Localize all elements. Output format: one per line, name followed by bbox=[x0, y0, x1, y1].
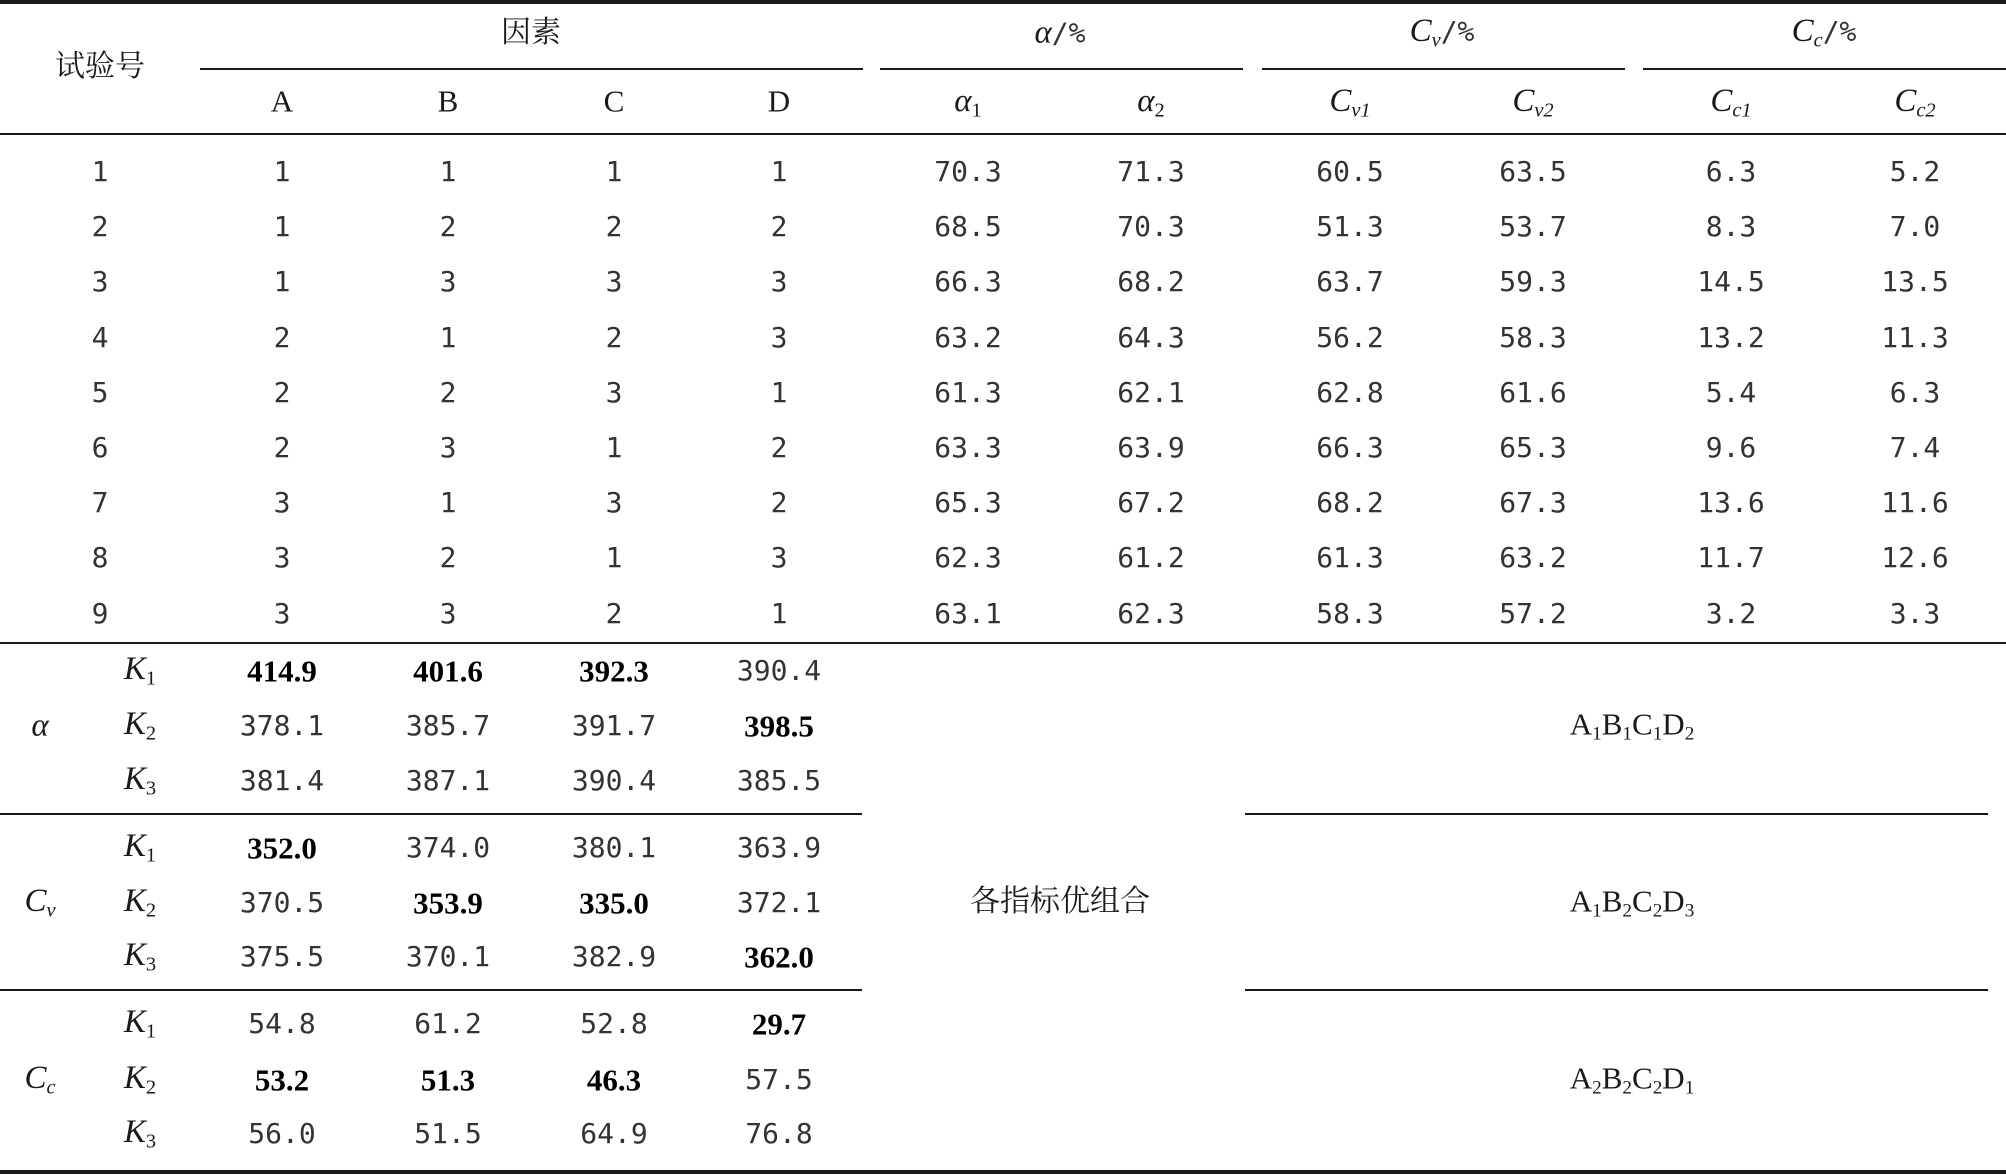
cv2-cell: 53.7 bbox=[1499, 210, 1567, 244]
cc2-cell: 3.3 bbox=[1889, 596, 1941, 630]
factor-b-cell: 3 bbox=[439, 431, 457, 464]
k-value-cell: 56.0 bbox=[248, 1117, 316, 1150]
cc1-cell: 5.4 bbox=[1705, 375, 1757, 409]
factor-c-cell: 1 bbox=[605, 155, 623, 188]
cv1-cell: 63.7 bbox=[1316, 265, 1384, 299]
cc1-cell: 3.2 bbox=[1705, 596, 1757, 630]
trial-no-cell: 2 bbox=[91, 210, 109, 244]
k-label: $K_3$ bbox=[123, 761, 157, 800]
cv2-cell: 57.2 bbox=[1499, 596, 1567, 630]
factors-header: 因素 bbox=[501, 15, 561, 50]
k-value-cell: 391.7 bbox=[571, 709, 657, 742]
k-value-cell: 375.5 bbox=[239, 940, 325, 973]
factor-c-cell: 2 bbox=[605, 320, 623, 354]
alpha1-cell: 63.2 bbox=[934, 320, 1002, 354]
factor-b-cell: 2 bbox=[439, 375, 457, 409]
cc1-cell: 13.6 bbox=[1697, 486, 1765, 520]
col-cc1-header: $C_{c1}$ bbox=[1710, 83, 1752, 122]
k-value-cell: 353.9 bbox=[413, 885, 483, 921]
k-label: $K_2$ bbox=[123, 1060, 157, 1099]
k-value-cell: 381.4 bbox=[239, 764, 325, 797]
alpha2-cell: 68.2 bbox=[1117, 265, 1185, 299]
k-value-cell: 370.5 bbox=[239, 886, 325, 919]
alpha2-cell: 71.3 bbox=[1117, 155, 1185, 188]
k-value-cell: 392.3 bbox=[579, 653, 649, 689]
k-value-cell: 57.5 bbox=[745, 1063, 813, 1096]
alpha2-cell: 62.3 bbox=[1117, 596, 1185, 630]
k-value-cell: 54.8 bbox=[248, 1007, 316, 1040]
factor-b-cell: 3 bbox=[439, 265, 457, 299]
k-value-cell: 53.2 bbox=[254, 1062, 310, 1098]
col-cv1-header: $C_{v1}$ bbox=[1329, 83, 1371, 122]
col-alpha1-header: $\alpha_1$ bbox=[954, 83, 982, 122]
alpha-optimal-combination: $A_1B_1C_1D_2$ bbox=[1569, 706, 1695, 745]
factor-a-cell: 3 bbox=[273, 596, 291, 630]
alpha-underline bbox=[880, 68, 1243, 70]
cv1-cell: 68.2 bbox=[1316, 486, 1384, 520]
trial-no-cell: 6 bbox=[91, 431, 109, 464]
alpha-unit: /% bbox=[1051, 16, 1086, 50]
factor-b-cell: 2 bbox=[439, 541, 457, 575]
factor-c-cell: 2 bbox=[605, 210, 623, 244]
cc-group-header bbox=[1792, 15, 1857, 51]
factor-a-cell: 3 bbox=[273, 486, 291, 520]
factor-d-cell: 3 bbox=[770, 320, 788, 354]
alpha-indicator-label: α bbox=[31, 707, 49, 744]
trial-no-cell: 4 bbox=[91, 320, 109, 354]
k-label: $K_1$ bbox=[123, 828, 157, 867]
k-value-cell: 390.4 bbox=[571, 764, 657, 797]
k-value-cell: 51.3 bbox=[420, 1062, 476, 1098]
col-cv2-header: $C_{v2}$ bbox=[1512, 83, 1554, 122]
factor-a-cell: 2 bbox=[273, 375, 291, 409]
factors-underline bbox=[200, 68, 863, 70]
cc-symbol: $C_c$ bbox=[1791, 13, 1823, 52]
cv1-cell: 56.2 bbox=[1316, 320, 1384, 354]
k-value-cell: 374.0 bbox=[405, 831, 491, 864]
factor-c-cell: 3 bbox=[605, 375, 623, 409]
cv-unit: /% bbox=[1440, 15, 1475, 49]
k-value-cell: 390.4 bbox=[736, 654, 822, 687]
factor-b-cell: 1 bbox=[439, 155, 457, 188]
k-value-cell: 29.7 bbox=[751, 1006, 807, 1042]
factor-a-cell: 1 bbox=[273, 155, 291, 188]
cv1-cell: 60.5 bbox=[1316, 155, 1384, 188]
optimal-combination-label: 各指标优组合 bbox=[970, 884, 1150, 919]
alpha2-cell: 70.3 bbox=[1117, 210, 1185, 244]
col-alpha2-header: $\alpha_2$ bbox=[1137, 83, 1165, 122]
cc-indicator-label: $C_c$ bbox=[24, 1060, 56, 1099]
alpha1-cell: 65.3 bbox=[934, 486, 1002, 520]
alpha1-cell: 62.3 bbox=[934, 541, 1002, 575]
k-value-cell: 372.1 bbox=[736, 886, 822, 919]
alpha-group-header bbox=[1034, 14, 1086, 51]
factor-a-header: A bbox=[270, 83, 294, 119]
cv-indicator-label: $C_v$ bbox=[24, 883, 56, 922]
alpha2-cell: 63.9 bbox=[1117, 431, 1185, 464]
k-value-cell: 363.9 bbox=[736, 831, 822, 864]
factor-b-cell: 3 bbox=[439, 596, 457, 630]
k-label: $K_3$ bbox=[123, 1114, 157, 1153]
factor-c-header: C bbox=[603, 83, 625, 119]
factor-d-cell: 2 bbox=[770, 431, 788, 464]
k-label: $K_2$ bbox=[123, 706, 157, 745]
cv-underline bbox=[1262, 68, 1625, 70]
factor-c-cell: 3 bbox=[605, 486, 623, 520]
cv1-cell: 51.3 bbox=[1316, 210, 1384, 244]
alpha-group-rule-left bbox=[0, 813, 862, 815]
factor-a-cell: 2 bbox=[273, 431, 291, 464]
col-cc2-header: $C_{c2}$ bbox=[1894, 83, 1936, 122]
k-value-cell: 52.8 bbox=[580, 1007, 648, 1040]
k-value-cell: 335.0 bbox=[579, 885, 649, 921]
k-label: $K_1$ bbox=[123, 651, 157, 690]
factor-d-cell: 1 bbox=[770, 375, 788, 409]
k-value-cell: 64.9 bbox=[580, 1117, 648, 1150]
cv1-cell: 58.3 bbox=[1316, 596, 1384, 630]
cv2-cell: 59.3 bbox=[1499, 265, 1567, 299]
alpha2-cell: 67.2 bbox=[1117, 486, 1185, 520]
factor-a-cell: 1 bbox=[273, 210, 291, 244]
cc2-cell: 12.6 bbox=[1881, 541, 1949, 575]
alpha1-cell: 61.3 bbox=[934, 375, 1002, 409]
trial-no-header: 试验号 bbox=[55, 49, 145, 84]
k-value-cell: 76.8 bbox=[745, 1117, 813, 1150]
cc-underline bbox=[1643, 68, 2006, 70]
k-value-cell: 352.0 bbox=[247, 830, 317, 866]
data-bottom-rule bbox=[0, 642, 2006, 644]
cv2-cell: 63.2 bbox=[1499, 541, 1567, 575]
factor-d-cell: 1 bbox=[770, 155, 788, 188]
k-value-cell: 51.5 bbox=[414, 1117, 482, 1150]
k-value-cell: 385.5 bbox=[736, 764, 822, 797]
factor-d-cell: 2 bbox=[770, 210, 788, 244]
factor-d-cell: 3 bbox=[770, 541, 788, 575]
cc2-cell: 13.5 bbox=[1881, 265, 1949, 299]
cc2-cell: 5.2 bbox=[1889, 155, 1941, 188]
trial-no-cell: 8 bbox=[91, 541, 109, 575]
cv2-cell: 65.3 bbox=[1499, 431, 1567, 464]
k-value-cell: 61.2 bbox=[414, 1007, 482, 1040]
cc1-cell: 13.2 bbox=[1697, 320, 1765, 354]
cv2-cell: 63.5 bbox=[1499, 155, 1567, 188]
cc1-cell: 8.3 bbox=[1705, 210, 1757, 244]
factor-a-cell: 3 bbox=[273, 541, 291, 575]
cv1-cell: 61.3 bbox=[1316, 541, 1384, 575]
k-value-cell: 387.1 bbox=[405, 764, 491, 797]
factor-c-cell: 1 bbox=[605, 431, 623, 464]
factor-d-header: D bbox=[767, 83, 791, 119]
k-value-cell: 378.1 bbox=[239, 709, 325, 742]
k-value-cell: 362.0 bbox=[744, 939, 814, 975]
cc2-cell: 11.6 bbox=[1881, 486, 1949, 520]
cc2-cell: 6.3 bbox=[1889, 375, 1941, 409]
k-label: $K_2$ bbox=[123, 883, 157, 922]
k-value-cell: 385.7 bbox=[405, 709, 491, 742]
factor-d-cell: 2 bbox=[770, 486, 788, 520]
k-value-cell: 414.9 bbox=[247, 653, 317, 689]
k-value-cell: 382.9 bbox=[571, 940, 657, 973]
alpha1-cell: 63.3 bbox=[934, 431, 1002, 464]
factor-c-cell: 3 bbox=[605, 265, 623, 299]
alpha1-cell: 70.3 bbox=[934, 155, 1002, 188]
factor-b-header: B bbox=[437, 83, 459, 119]
alpha-symbol: α bbox=[1034, 14, 1052, 51]
cc1-cell: 6.3 bbox=[1705, 155, 1757, 188]
cv-symbol: $C_v$ bbox=[1409, 13, 1441, 52]
factor-c-cell: 2 bbox=[605, 596, 623, 630]
cc2-cell: 11.3 bbox=[1881, 320, 1949, 354]
bottom-rule bbox=[0, 1170, 2006, 1174]
trial-no-cell: 7 bbox=[91, 486, 109, 520]
alpha1-cell: 63.1 bbox=[934, 596, 1002, 630]
cv2-cell: 61.6 bbox=[1499, 375, 1567, 409]
factor-b-cell: 1 bbox=[439, 486, 457, 520]
factor-d-cell: 3 bbox=[770, 265, 788, 299]
factor-a-cell: 2 bbox=[273, 320, 291, 354]
trial-no-cell: 1 bbox=[91, 155, 109, 188]
cc2-cell: 7.4 bbox=[1889, 431, 1941, 464]
cv1-cell: 62.8 bbox=[1316, 375, 1384, 409]
cv-group-rule-left bbox=[0, 989, 862, 991]
cc1-cell: 11.7 bbox=[1697, 541, 1765, 575]
k-label: $K_1$ bbox=[123, 1004, 157, 1043]
top-rule bbox=[0, 0, 2006, 4]
alpha2-cell: 62.1 bbox=[1117, 375, 1185, 409]
cc2-cell: 7.0 bbox=[1889, 210, 1941, 244]
cv-optimal-combination: $A_1B_2C_2D_3$ bbox=[1569, 883, 1695, 922]
alpha2-cell: 64.3 bbox=[1117, 320, 1185, 354]
factor-c-cell: 1 bbox=[605, 541, 623, 575]
k-value-cell: 46.3 bbox=[586, 1062, 642, 1098]
trial-no-cell: 3 bbox=[91, 265, 109, 299]
cv2-cell: 67.3 bbox=[1499, 486, 1567, 520]
factor-b-cell: 2 bbox=[439, 210, 457, 244]
trial-no-cell: 5 bbox=[91, 375, 109, 409]
k-value-cell: 380.1 bbox=[571, 831, 657, 864]
header-rule bbox=[0, 133, 2006, 135]
factor-b-cell: 1 bbox=[439, 320, 457, 354]
cc-unit: /% bbox=[1822, 15, 1857, 49]
cc1-cell: 9.6 bbox=[1705, 431, 1757, 464]
cc-optimal-combination: $A_2B_2C_2D_1$ bbox=[1569, 1060, 1695, 1099]
factor-a-cell: 1 bbox=[273, 265, 291, 299]
k-value-cell: 370.1 bbox=[405, 940, 491, 973]
k-value-cell: 398.5 bbox=[744, 708, 814, 744]
cv1-cell: 66.3 bbox=[1316, 431, 1384, 464]
alpha1-cell: 68.5 bbox=[934, 210, 1002, 244]
k-value-cell: 401.6 bbox=[413, 653, 483, 689]
cc1-cell: 14.5 bbox=[1697, 265, 1765, 299]
cv2-cell: 58.3 bbox=[1499, 320, 1567, 354]
alpha1-cell: 66.3 bbox=[934, 265, 1002, 299]
cv-group-rule-right bbox=[1245, 989, 1988, 991]
trial-no-cell: 9 bbox=[91, 596, 109, 630]
alpha2-cell: 61.2 bbox=[1117, 541, 1185, 575]
cv-group-header bbox=[1410, 15, 1475, 51]
factor-d-cell: 1 bbox=[770, 596, 788, 630]
alpha-group-rule-right bbox=[1245, 813, 1988, 815]
k-label: $K_3$ bbox=[123, 937, 157, 976]
